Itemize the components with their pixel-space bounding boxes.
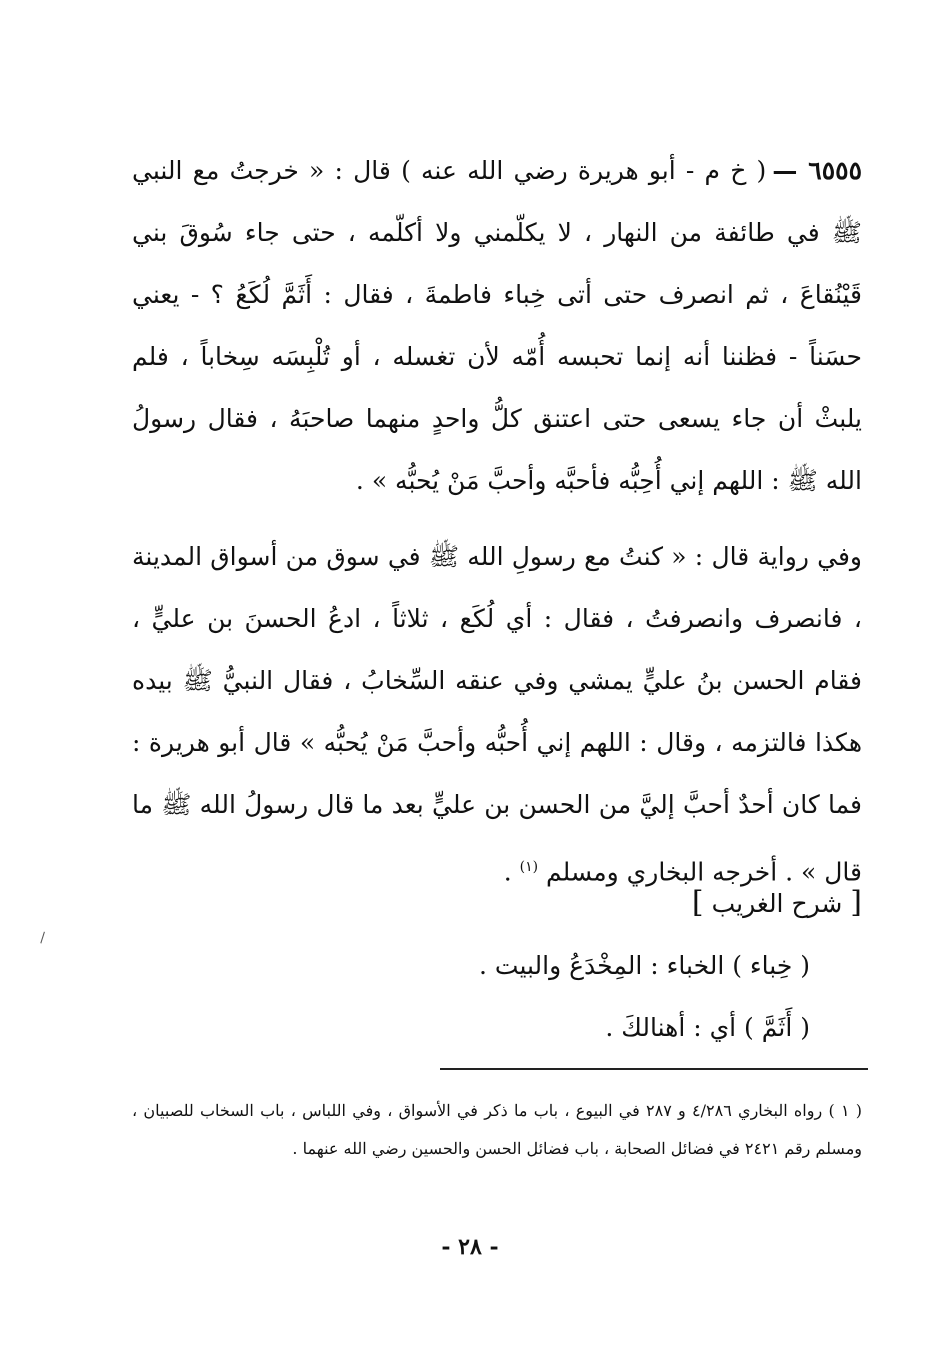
narration-text: وفي رواية قال : « كنتُ مع رسولِ الله ﷺ في سوق من أسواق المدينة ، فانصرف وانصرفتُ ، فقال : أي لُكَع ، ثلاثاً ، ادعُ الحسنَ بن عليٍّ ، فقام الحسن بنُ عليٍّ يمشي وفي عنقه السِّخابُ ، فقال النبيُّ ﷺ بيده هكذا فالتزمه ، وقال : اللهم إني أُحبُّه وأحبَّ مَنْ يُحبُّه » قال أبو هريرة : فما كان أحدٌ أحبَّ إليَّ من الحسن بن عليٍّ بعد ما قال رسولُ الله ﷺ ما قال » . أخرجه البخاري ومسلم [132,542,862,887]
stray-mark: \ [35,930,49,946]
narration-paragraph: وفي رواية قال : « كنتُ مع رسولِ الله ﷺ في سوق من أسواق المدينة ، فانصرف وانصرفتُ ، فقال : أي لُكَع ، ثلاثاً ، ادعُ الحسنَ بن عليٍّ ، فقام الحسن بنُ عليٍّ يمشي وفي عنقه السِّخابُ ، فقال النبيُّ ﷺ بيده هكذا فالتزمه ، وقال : اللهم إني أُحبُّه وأحبَّ مَنْ يُحبُّه » قال أبو هريرة : فما كان أحدٌ أحبَّ إليَّ من الحسن بن عليٍّ بعد ما قال رسولُ الله ﷺ ما قال » . أخرجه البخاري ومسلم $^{(١)}$ . [132,542,862,887]
page-number: - ٢٨ - [441,1234,499,1260]
gloss-line: ( خِباء ) الخباء : المِخْدَعُ والبيت . [479,951,810,980]
paragraph-gap [132,512,862,526]
gloss-line: ( أَثَمَّ ) أي : أهنالكَ . [605,1013,810,1042]
gloss-section [132,872,862,1059]
footnote-divider [440,1068,868,1070]
hadith-paragraph [132,140,862,512]
footnote: ( ١ ) رواه البخاري ٤/٢٨٦ و ٢٨٧ في البيوع ، باب ما ذكر في الأسواق ، وفي اللباس ، باب السخاب للصبيان ، ومسلم رقم ٢٤٢١ في فضائل الصحابة ، باب فضائل الحسن والحسين رضي الله عنهما . [132,1101,863,1158]
footnote-reference: (١) [519,859,539,875]
gloss-heading-text: شرح الغريب [711,889,843,918]
hadith-text: ( خ م - أبو هريرة رضي الله عنه ) قال : « خرجتُ مع النبي ﷺ في طائفة من النهار ، لا يكلّمني ولا أكلّمه ، حتى جاء سُوقَ بني قَيْنُقاعَ ، ثم انصرف حتى أتى خِباء فاطمةَ ، فقال : أَثَمَّ لُكَعُ ؟ - يعني حسَناً - فظننا أنه إنما تحبسه أُمّه لأن تغسله ، أو تُلْبِسَه سِخاباً ، فلم يلبثْ أن جاء يسعى حتى اعتنق كلُّ واحدٍ منهما صاحبَهُ ، فقال رسولُ الله ﷺ : اللهم إني أُحِبُّه فأحبَّه وأحبَّ مَنْ يُحبُّه » . [132,156,862,495]
main-text [132,140,862,903]
gloss-heading: [ شرح الغريب ] [691,885,862,920]
hadith-number: ٦٥٥٥ — [772,156,862,185]
